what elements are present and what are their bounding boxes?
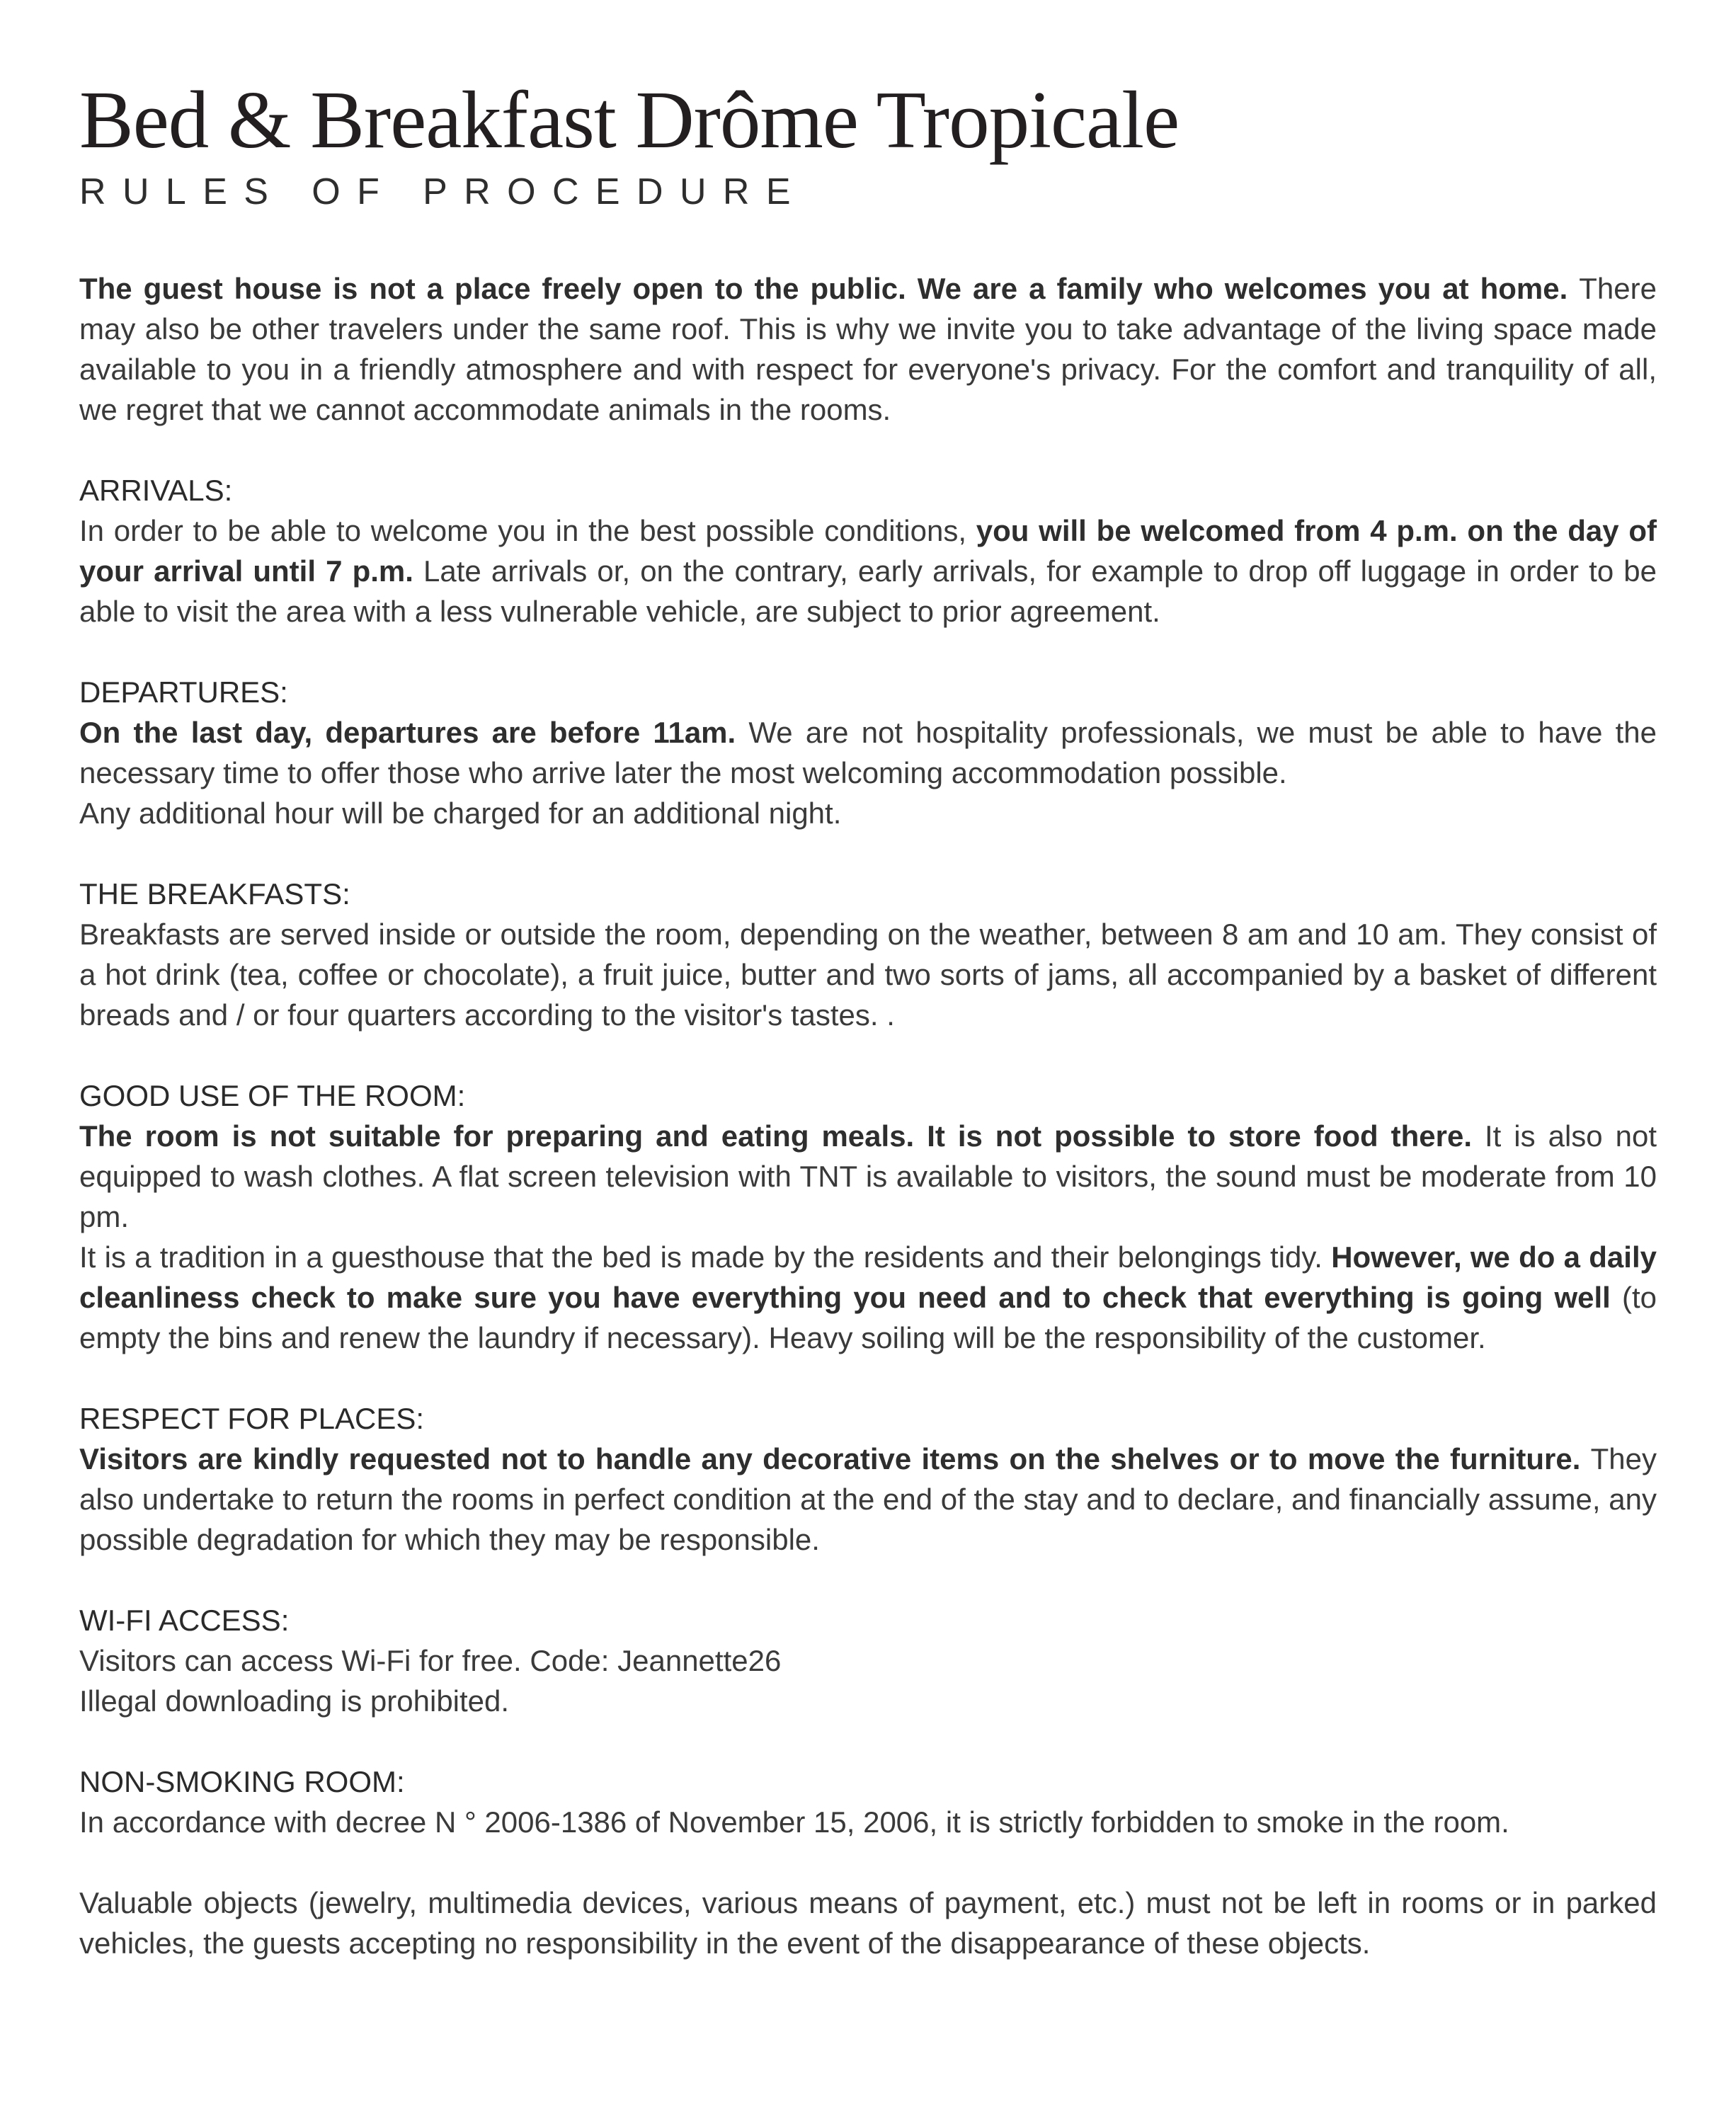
bold-text-run: On the last day, departures are before 11am. (79, 715, 749, 749)
text-run: In order to be able to welcome you in the best possible conditions, (79, 513, 976, 547)
paragraph (79, 1681, 1657, 1721)
paragraph (79, 914, 1657, 1035)
text-run: Late arrivals or, on the contrary, early arrivals, for example to drop off luggage in order to be able to visit the area with a less vulnerable vehicle, are subject to prior agreement. (79, 554, 1657, 628)
text-run: Illegal downloading is prohibited. (79, 1684, 510, 1718)
section-intro (79, 268, 1657, 430)
section-heading: THE BREAKFASTS: (79, 877, 350, 910)
text-run: Valuable objects (jewelry, multimedia devices, various means of payment, etc.) must not be left in rooms or in parked vehicles, the guests accepting no responsibility in the event of the disappearance of these objects. (79, 1885, 1657, 1960)
section-heading: WI-FI ACCESS: (79, 1603, 290, 1637)
text-run: (to empty the bins and renew the laundry if necessary). Heavy soiling will be the responsibility of the customer. (79, 1280, 1657, 1354)
bold-text-run: The guest house is not a place freely open to the public. We are a family who welcomes you at home. (79, 271, 1580, 305)
bold-text-run: Visitors are kindly requested not to handle any decorative items on the shelves or to move the furniture. (79, 1441, 1591, 1475)
section-heading: RESPECT FOR PLACES: (79, 1401, 425, 1435)
text-run: Visitors can access Wi-Fi for free. Code: Jeannette26 (79, 1643, 782, 1677)
document-body (79, 268, 1657, 1963)
section-breakfasts (79, 874, 1657, 1035)
text-run: There may also be other travelers under the same roof. This is why we invite you to take advantage of the living space made available to you in a friendly atmosphere and with respect for everyone's privacy. For the comfort and tranquility of all, we regret that we cannot accommodate animals in the rooms. (79, 271, 1657, 426)
section-respect-for-places (79, 1398, 1657, 1560)
text-run: In accordance with decree N ° 2006-1386 of November 15, 2006, it is strictly forbidden to smoke in the room. (79, 1805, 1509, 1839)
section-arrivals (79, 470, 1657, 632)
section-good-use-of-the-room (79, 1075, 1657, 1358)
paragraph (79, 793, 1657, 833)
text-run: We are not hospitality professionals, we must be able to have the necessary time to offer those who arrive later the most welcoming accommodation possible. (79, 715, 1657, 789)
section-wifi-access (79, 1600, 1657, 1721)
section-heading: ARRIVALS: (79, 473, 233, 507)
section-valuables (79, 1883, 1657, 1963)
paragraph (79, 1640, 1657, 1681)
paragraph (79, 1439, 1657, 1560)
section-departures (79, 672, 1657, 833)
text-run: It is a tradition in a guesthouse that the bed is made by the residents and their belongings tidy. (79, 1240, 1332, 1274)
bold-text-run: you will be welcomed from 4 p.m. on the day of your arrival until 7 p.m. (79, 513, 1657, 588)
section-heading: GOOD USE OF THE ROOM: (79, 1078, 466, 1112)
paragraph (79, 268, 1657, 430)
paragraph (79, 510, 1657, 632)
bold-text-run: However, we do a daily cleanliness check to make sure you have everything you need and to check that everything is going well (79, 1240, 1657, 1314)
page-subtitle: RULES OF PROCEDURE (79, 171, 807, 212)
text-run: It is also not equipped to wash clothes. A flat screen television with TNT is available to visitors, the sound must be moderate from 10 pm. (79, 1119, 1657, 1233)
bold-text-run: The room is not suitable for preparing and eating meals. It is not possible to store food there. (79, 1119, 1485, 1153)
page-title: Bed & Breakfast Drôme Tropicale (79, 75, 1180, 165)
paragraph (79, 1116, 1657, 1237)
text-run: Breakfasts are served inside or outside the room, depending on the weather, between 8 am and 10 am. They consist of a hot drink (tea, coffee or chocolate), a fruit juice, butter and two sorts of jams, all accompanied by a basket of different breads and / or four quarters according to the visitor's tastes. . (79, 917, 1657, 1032)
section-non-smoking-room (79, 1762, 1657, 1842)
paragraph (79, 1883, 1657, 1963)
section-heading: NON-SMOKING ROOM: (79, 1764, 405, 1798)
paragraph (79, 712, 1657, 793)
text-run: Any additional hour will be charged for an additional night. (79, 796, 842, 830)
paragraph (79, 1237, 1657, 1358)
text-run: They also undertake to return the rooms in perfect condition at the end of the stay and to declare, and financially assume, any possible degradation for which they may be responsible. (79, 1441, 1657, 1556)
paragraph (79, 1802, 1657, 1842)
section-heading: DEPARTURES: (79, 675, 288, 709)
